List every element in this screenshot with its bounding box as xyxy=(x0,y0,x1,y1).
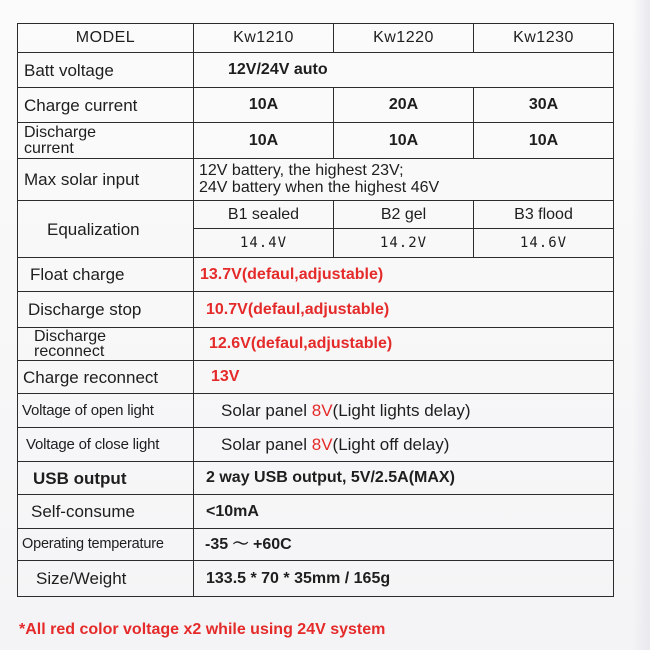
row-float-charge xyxy=(18,258,614,292)
equalization-label: Equalization xyxy=(18,201,194,258)
close-light-voltage: 8V xyxy=(311,435,333,454)
max-solar-input-value xyxy=(194,159,614,201)
close-light-label: Voltage of close light xyxy=(18,428,194,462)
discharge-stop-note: (defaul,adjustable) xyxy=(247,300,390,318)
self-consume-value: <10mA xyxy=(194,495,614,529)
row-equalization-types xyxy=(18,201,614,229)
discharge-current-label-line2: current xyxy=(24,139,74,157)
discharge-reconnect-value: 12.6V(defaul,adjustable) xyxy=(194,328,614,361)
model-kw1230: Kw1230 xyxy=(474,24,614,53)
row-discharge-stop xyxy=(18,292,614,328)
row-self-consume xyxy=(18,495,614,529)
discharge-current-kw1230: 10A xyxy=(474,123,614,159)
row-max-solar-input xyxy=(18,159,614,201)
float-charge-value: 13.7V xyxy=(200,265,242,283)
max-solar-input-line2: 24V battery when the highest 46V xyxy=(199,178,440,196)
batt-voltage-value: 12V/24V auto xyxy=(194,53,614,88)
usb-output-value: 2 way USB output, 5V/2.5A(MAX) xyxy=(194,462,614,495)
equalization-type-b2: B2 gel xyxy=(334,201,474,229)
charge-reconnect-value: 13V xyxy=(194,361,614,394)
equalization-type-b3: B3 flood xyxy=(474,201,614,229)
charge-current-kw1220: 20A xyxy=(334,88,474,123)
row-batt-voltage xyxy=(18,53,614,88)
discharge-current-label-line1: Discharge xyxy=(24,124,97,142)
equalization-value-b1: 14.4V xyxy=(194,229,334,258)
size-weight-label: Size/Weight xyxy=(18,561,194,597)
float-charge-value-cell xyxy=(194,258,614,292)
operating-temperature-value: -35 ～ +60C xyxy=(194,529,614,561)
batt-voltage-label: Batt voltage xyxy=(18,53,194,88)
charge-reconnect-label: Charge reconnect xyxy=(18,361,194,394)
close-light-prefix: Solar panel xyxy=(221,435,312,454)
float-charge-note: (defaul,adjustable) xyxy=(241,265,384,283)
close-light-suffix: (Light off delay) xyxy=(332,435,450,454)
discharge-reconnect-label-line1: Discharge xyxy=(34,327,107,345)
float-charge-label: Float charge xyxy=(18,258,194,292)
discharge-current-kw1210: 10A xyxy=(194,123,334,159)
open-light-prefix: Solar panel xyxy=(221,401,312,420)
charge-current-kw1230: 30A xyxy=(474,88,614,123)
charge-current-kw1210: 10A xyxy=(194,88,334,123)
discharge-stop-value-cell xyxy=(194,292,614,328)
open-light-value-cell xyxy=(194,394,614,428)
row-charge-reconnect xyxy=(18,361,614,394)
row-close-light xyxy=(18,428,614,462)
row-discharge-current xyxy=(18,123,614,159)
discharge-reconnect-label-line2: reconnect xyxy=(34,343,105,360)
row-open-light xyxy=(18,394,614,428)
size-weight-value: 133.5 * 70 * 35mm / 165g xyxy=(194,561,614,597)
row-usb-output xyxy=(18,462,614,495)
model-kw1210: Kw1210 xyxy=(194,24,334,53)
header-row xyxy=(18,24,614,53)
row-charge-current xyxy=(18,88,614,123)
equalization-value-b3: 14.6V xyxy=(474,229,614,258)
row-operating-temperature xyxy=(18,529,614,561)
open-light-voltage: 8V xyxy=(311,401,333,420)
usb-output-label: USB output xyxy=(18,462,194,495)
equalization-value-b2: 14.2V xyxy=(334,229,474,258)
model-header-label: MODEL xyxy=(18,24,194,53)
row-discharge-reconnect xyxy=(18,328,614,361)
open-light-suffix: (Light lights delay) xyxy=(332,401,471,420)
footer-note: *All red color voltage x2 while using 24V system xyxy=(19,621,386,638)
close-light-value-cell xyxy=(194,428,614,462)
row-size-weight xyxy=(18,561,614,597)
charge-current-label: Charge current xyxy=(18,88,194,123)
discharge-current-label xyxy=(18,123,194,159)
discharge-stop-value: 10.7V xyxy=(206,300,248,318)
discharge-stop-label: Discharge stop xyxy=(18,292,194,328)
open-light-label: Voltage of open light xyxy=(18,394,194,428)
model-kw1220: Kw1220 xyxy=(334,24,474,53)
max-solar-input-line1: 12V battery, the highest 23V; xyxy=(199,161,404,179)
equalization-type-b1: B1 sealed xyxy=(194,201,334,229)
discharge-reconnect-label xyxy=(18,328,194,361)
self-consume-label: Self-consume xyxy=(18,495,194,529)
page-edge-shadow xyxy=(632,0,650,650)
discharge-current-kw1220: 10A xyxy=(334,123,474,159)
operating-temperature-label: Operating temperature xyxy=(18,529,194,561)
spec-table xyxy=(17,23,614,597)
max-solar-input-label: Max solar input xyxy=(18,159,194,201)
